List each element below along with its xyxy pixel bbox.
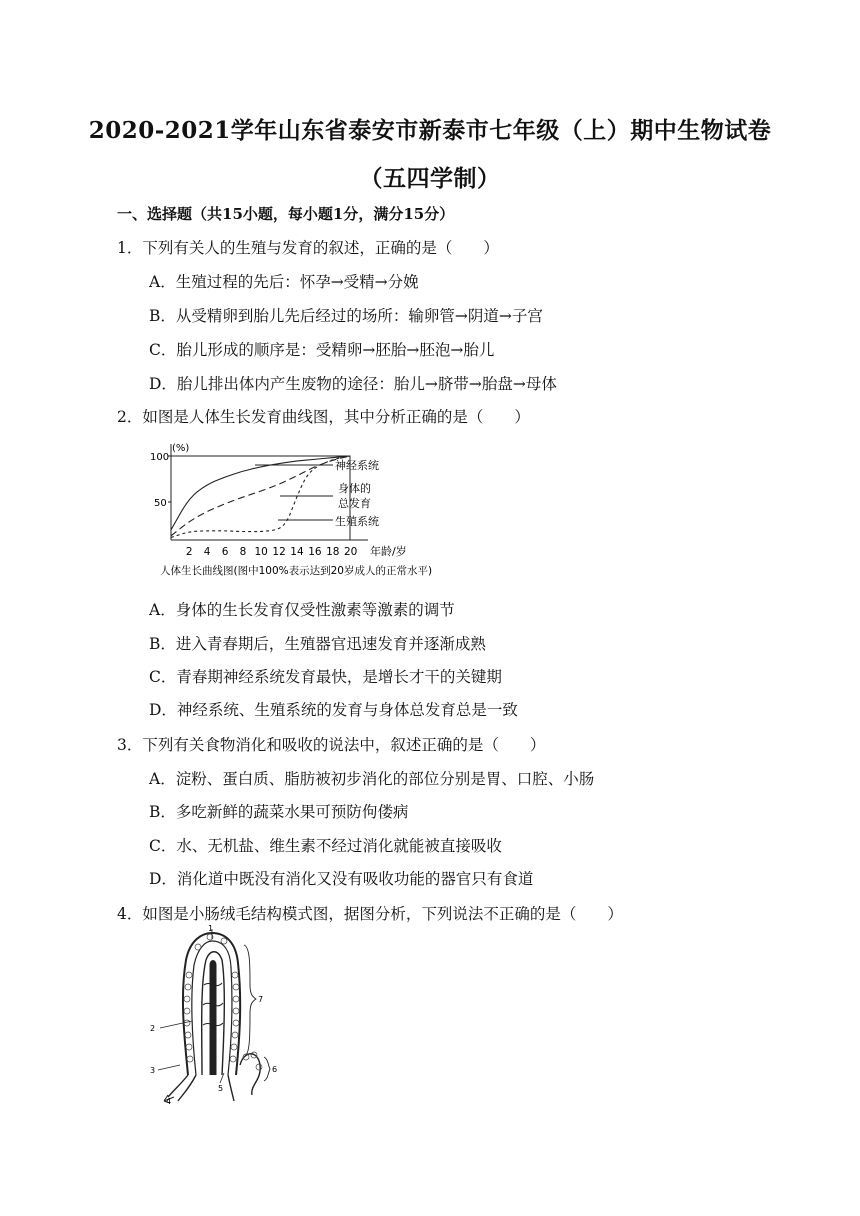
label-1: 1	[208, 925, 214, 933]
question-3-option-b: B．多吃新鲜的蔬菜水果可预防佝偻病	[149, 803, 409, 821]
document-subtitle: （五四学制）	[359, 165, 501, 192]
x-tick-label: 18	[326, 546, 340, 558]
x-tick-label: 2	[185, 546, 193, 558]
x-tick-label: 4	[203, 546, 211, 558]
x-tick-label: 6	[221, 546, 229, 558]
question-2-option-a: A．身体的生长发育仅受性激素等激素的调节	[149, 601, 455, 619]
question-2-stem: 2．如图是人体生长发育曲线图，其中分析正确的是（ ）	[117, 408, 530, 426]
y-tick-label: 100	[150, 452, 170, 463]
x-tick-labels	[186, 546, 357, 558]
question-2-option-b: B．进入青春期后，生殖器官迅速发育并逐渐成熟	[149, 635, 486, 653]
intestinal-villus-diagram	[140, 925, 290, 1107]
question-1-option-c: C．胎儿形成的顺序是：受精卵→胚胎→胚泡→胎儿	[149, 341, 495, 359]
central-lacteal	[210, 961, 216, 1076]
question-3-option-d: D．消化道中既没有消化又没有吸收功能的器官只有食道	[149, 870, 534, 888]
label-nervous-system: 神经系统	[335, 459, 379, 472]
vessel-tubes	[168, 1075, 234, 1101]
question-1-option-b: B．从受精卵到胎儿先后经过的场所：输卵管→阴道→子宫	[149, 307, 543, 325]
villus-figure	[140, 925, 290, 1107]
question-1-option-d: D．胎儿排出体内产生废物的途径：胎儿→脐带→胎盘→母体	[149, 375, 557, 393]
label-7: 7	[258, 995, 264, 1004]
series-reproductive-line	[171, 456, 350, 538]
question-2-option-d: D．神经系统、生殖系统的发育与身体总发育总是一致	[149, 701, 518, 719]
label-body-development-1: 身体的	[338, 482, 371, 495]
x-tick-label: 12	[272, 546, 286, 558]
question-3-option-a: A．淀粉、蛋白质、脂肪被初步消化的部位分别是胃、口腔、小肠	[149, 770, 595, 788]
question-3-stem: 3．下列有关食物消化和吸收的说法中，叙述正确的是（ ）	[117, 736, 546, 754]
leader-2	[160, 1021, 192, 1028]
document-title: 2020-2021学年山东省泰安市新泰市七年级（上）期中生物试卷	[88, 117, 772, 144]
label-reproductive-system: 生殖系统	[335, 515, 379, 528]
x-tick-label: 16	[308, 546, 322, 558]
y-unit-label: (%)	[172, 443, 190, 454]
question-1-option-a: A．生殖过程的先后：怀孕→受精→分娩	[149, 273, 419, 291]
label-body-development-2: 总发育	[338, 497, 371, 510]
x-axis-label: 年龄/岁	[370, 545, 407, 558]
section-heading: 一、选择题（共15小题，每小题1分，满分15分）	[117, 205, 455, 223]
bracket-7	[244, 945, 256, 1057]
question-2-option-c: C．青春期神经系统发育最快，是增长才干的关键期	[149, 668, 502, 686]
chart-caption: 人体生长曲线图(图中100%表示达到20岁成人的正常水平)	[160, 565, 433, 577]
x-tick-label: 14	[290, 546, 304, 558]
x-tick-label: 10	[254, 546, 268, 558]
question-1-stem: 1．下列有关人的生殖与发育的叙述，正确的是（ ）	[117, 239, 499, 257]
label-6: 6	[272, 1065, 278, 1074]
growth-curve-figure	[140, 438, 490, 583]
growth-curve-chart	[140, 438, 490, 583]
question-4-stem: 4．如图是小肠绒毛结构模式图，据图分析，下列说法不正确的是（ ）	[117, 905, 623, 923]
label-4: 4	[166, 1097, 172, 1106]
series-nervous-line	[171, 456, 350, 530]
label-3: 3	[150, 1066, 156, 1075]
x-tick-label: 20	[344, 546, 358, 558]
x-tick-label: 8	[239, 546, 247, 558]
y-tick-label: 50	[154, 498, 167, 509]
label-2: 2	[150, 1024, 156, 1033]
question-3-option-c: C．水、无机盐、维生素不经过消化就能被直接吸收	[149, 837, 502, 855]
leader-3	[158, 1065, 180, 1070]
bracket-6	[264, 1057, 270, 1081]
neighbour-villus	[240, 1054, 260, 1095]
label-5: 5	[218, 1084, 224, 1093]
